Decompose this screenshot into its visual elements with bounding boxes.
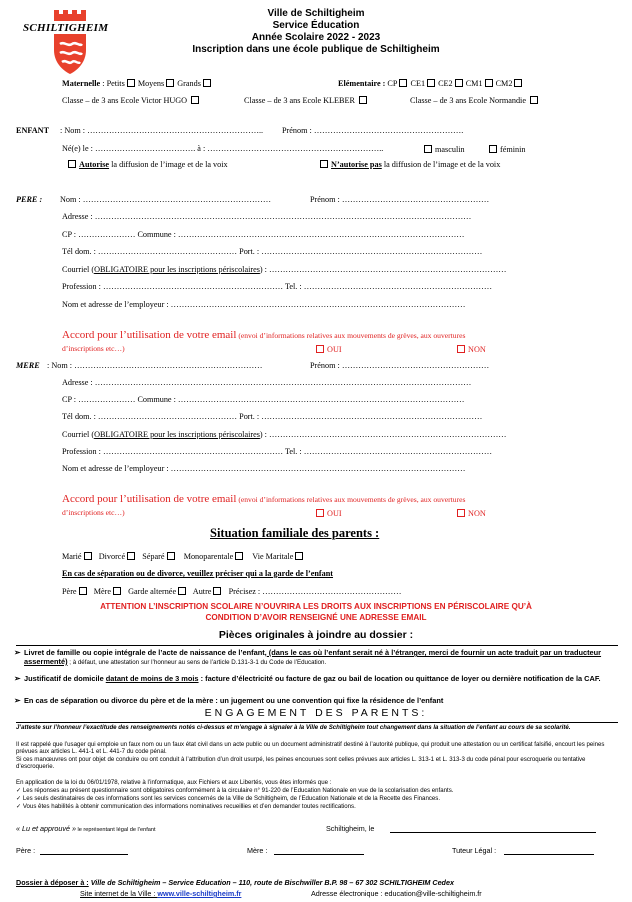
class-hugo[interactable]: Classe – de 3 ans Ecole Victor HUGO bbox=[62, 96, 200, 105]
engagement-title: ENGAGEMENT DES PARENTS: bbox=[204, 707, 428, 719]
footer-site: Site internet de la Ville : www.ville-schiltigheim.fr bbox=[80, 889, 242, 898]
pere-non-option[interactable]: NON bbox=[455, 345, 486, 354]
footer-site-link[interactable]: www.ville-schiltigheim.fr bbox=[157, 889, 242, 898]
class-normandie[interactable]: Classe – de 3 ans Ecole Normandie bbox=[410, 96, 539, 105]
level-ce1[interactable]: CE1 bbox=[410, 79, 436, 88]
mere-courriel-field[interactable]: Courriel (OBLIGATOIRE pour les inscriptions périscolaires) : …………………………………………………………………………… bbox=[62, 430, 507, 439]
level-grands[interactable]: Grands bbox=[177, 79, 212, 88]
attention-line2: CONDITION D’AVOIR RENSEIGNÉ UNE ADRESSE EMAIL bbox=[205, 613, 427, 622]
garde-alternee[interactable]: Garde alternée bbox=[128, 587, 187, 596]
piece-livret: Livret de famille ou copie intégrale de l’acte de naissance de l’enfant, (dans le cas où l’enfant serait né à l’étranger, merci de fournir un acte traduit par un traducteur assermenté) ; à défaut, une attestation sur l’honneur au sens de l’article D.131-3-1 du Code de l’Education. bbox=[24, 648, 602, 666]
pere-courriel-field[interactable]: Courriel (OBLIGATOIRE pour les inscriptions périscolaires) : …………………………………………………………………………… bbox=[62, 265, 507, 274]
level-cp[interactable]: CP bbox=[387, 79, 408, 88]
pere-adresse-field[interactable]: Adresse : ………………………………………………………………………………………………………………………… bbox=[62, 212, 472, 221]
header-city: Ville de Schiltigheim bbox=[267, 8, 365, 19]
signature-date-line[interactable] bbox=[390, 832, 596, 833]
header-year: Année Scolaire 2022 - 2023 bbox=[251, 32, 381, 43]
engagement-check-3: ✓ Vous êtes habilités à obtenir communication des informations nominatives recueillies et d’en demander toutes rectifications. bbox=[16, 803, 356, 810]
checkbox bbox=[166, 79, 174, 87]
situation-vie-maritale[interactable]: Vie Maritale bbox=[252, 552, 304, 561]
mere-cp-field[interactable]: CP : ………………… Commune : …………………………………………………………………………………………… bbox=[62, 395, 465, 404]
class-kleber[interactable]: Classe – de 3 ans Ecole KLEBER bbox=[244, 96, 368, 105]
mere-oui-option[interactable]: OUI bbox=[314, 509, 342, 518]
mere-section-label: MERE bbox=[16, 361, 40, 370]
sexe-feminin[interactable]: féminin bbox=[487, 145, 526, 154]
piece-domicile: Justificatif de domicile datant de moins de 3 mois : facture d’électricité ou facture de gaz ou bail de location ou quittance de loyer ou dernière notification de la CAF. bbox=[24, 674, 601, 683]
maternelle-row: Maternelle : Petits Moyens Grands bbox=[62, 79, 212, 88]
level-petits[interactable]: Petits bbox=[107, 79, 136, 88]
engagement-cnil: En application de la loi du 06/01/1978, relative à l’informatique, aux Fichiers et aux Libertés, vous êtes informés que : bbox=[16, 779, 332, 786]
situation-divorce[interactable]: Divorcé bbox=[99, 552, 136, 561]
pere-oui-option[interactable]: OUI bbox=[314, 345, 342, 354]
engagement-check-2: ✓ Les seuls destinataires de ces informations sont les services concernés de la Ville de Schiltigheim, de l’Education Nationale et de la Recette des Finances. bbox=[16, 795, 441, 802]
engagement-divider bbox=[16, 722, 618, 723]
maternelle-label: Maternelle bbox=[62, 79, 101, 88]
garde-autre[interactable]: Autre bbox=[193, 587, 223, 596]
bullet-arrow-icon: ➢ bbox=[14, 648, 21, 657]
mere-non-option[interactable]: NON bbox=[455, 509, 486, 518]
mere-profession-field[interactable]: Profession : ………………………………………………………… Tel. : …………………………………………………………… bbox=[62, 447, 493, 456]
mere-adresse-field[interactable]: Adresse : ………………………………………………………………………………………………………………………… bbox=[62, 378, 472, 387]
garde-options bbox=[62, 587, 401, 596]
level-cm2[interactable]: CM2 bbox=[496, 79, 524, 88]
enfant-nom-field[interactable]: : Nom : ……………………………………………………….. bbox=[60, 126, 264, 135]
footer-dossier: Dossier à déposer à : Ville de Schiltigheim – Service Education – 110, route de Bischwiller B.P. 98 – 67 302 SCHILTIGHEIM Cedex bbox=[16, 878, 454, 887]
signature-mere-line[interactable] bbox=[274, 854, 364, 855]
mere-employeur-field[interactable]: Nom et adresse de l’employeur : ……………………………………………………………………………………………… bbox=[62, 464, 466, 473]
pere-accord-note2: d’inscriptions etc…) bbox=[62, 344, 125, 353]
pere-employeur-field[interactable]: Nom et adresse de l’employeur : ……………………………………………………………………………………………… bbox=[62, 300, 466, 309]
mere-accord-note2: d’inscriptions etc…) bbox=[62, 508, 125, 517]
pere-tel-field[interactable]: Tél dom. : …………………………………………… Port. : ……………………………………………………………………… bbox=[62, 247, 483, 256]
bullet-arrow-icon: ➢ bbox=[14, 674, 21, 683]
checkmark-icon: ✓ bbox=[16, 787, 22, 794]
pere-section-label: PERE : bbox=[16, 195, 43, 204]
level-ce2[interactable]: CE2 bbox=[438, 79, 464, 88]
autorise-image[interactable]: Autorise la diffusion de l’image et de la voix bbox=[66, 160, 228, 169]
situation-marie[interactable]: Marié bbox=[62, 552, 93, 561]
elementaire-row bbox=[338, 79, 523, 88]
level-cm1[interactable]: CM1 bbox=[466, 79, 494, 88]
engagement-escroquerie: Si ces manœuvres ont pour objet de conduire ou ont conduit à l’attribution d’un droit usurpé, les peines encourues sont celles prévues aux articles L. 313-1 et L. 313-3 du code pénal pour escroquerie ou tentative d’escroquerie. bbox=[16, 756, 586, 771]
bullet-arrow-icon: ➢ bbox=[14, 696, 21, 705]
signature-tuteur-line[interactable] bbox=[504, 854, 594, 855]
pere-nom-field[interactable]: Nom : …………………………………………………………… bbox=[60, 195, 272, 204]
checkmark-icon: ✓ bbox=[16, 795, 22, 802]
situation-title: Situation familiale des parents : bbox=[210, 526, 380, 540]
situation-separe[interactable]: Séparé bbox=[142, 552, 175, 561]
pere-profession-field[interactable]: Profession : ………………………………………………………… Tel. : …………………………………………………………… bbox=[62, 282, 493, 291]
pere-cp-field[interactable]: CP : ………………… Commune : …………………………………………………………………………………………… bbox=[62, 230, 465, 239]
garde-pere[interactable]: Père bbox=[62, 587, 88, 596]
signature-pere-label: Père : bbox=[16, 846, 36, 855]
enfant-naissance-field[interactable]: Né(e) le : ………………………………. à : ……………………………………………………….. bbox=[62, 144, 384, 153]
checkbox bbox=[127, 79, 135, 87]
header-service: Service Éducation bbox=[272, 20, 360, 31]
footer-email: Adresse électronique : education@ville-schiltigheim.fr bbox=[311, 889, 482, 898]
signature-pere-line[interactable] bbox=[40, 854, 128, 855]
nautorise-image[interactable]: N’autorise pas la diffusion de l’image et de la voix bbox=[318, 160, 500, 169]
engagement-faux-nom: Il est rappelé que l’usager qui emploie un faux nom ou un faux état civil dans un acte public ou un document administratif destiné à l’autorité publique, qui produit une attestation ou un certificat falsifié, encourt les peines prévues aux articles L. 441-1 et L. 441-7 du code pénal. bbox=[16, 741, 605, 756]
pieces-title: Pièces originales à joindre au dossier : bbox=[218, 629, 414, 641]
mere-nom-field[interactable]: : Nom : …………………………………………………………… bbox=[47, 361, 263, 370]
enfant-prenom-field[interactable]: Prénom : ………………………………………………. bbox=[282, 126, 464, 135]
situation-monoparentale[interactable]: Monoparentale bbox=[184, 552, 245, 561]
mere-prenom-field[interactable]: Prénom : ……………………………………………… bbox=[310, 361, 490, 370]
sexe-masculin[interactable]: masculin bbox=[422, 145, 465, 154]
separation-note: En cas de séparation ou de divorce, veuillez préciser qui a la garde de l’enfant bbox=[62, 569, 334, 578]
checkmark-icon: ✓ bbox=[16, 803, 22, 810]
checkbox bbox=[203, 79, 211, 87]
signature-ville: Schiltigheim, le bbox=[326, 824, 375, 833]
attention-line1: ATTENTION L’INSCRIPTION SCOLAIRE N’OUVRIRA LES DROITS AUX INSCRIPTIONS EN PÉRISCOLAIRE QU’À bbox=[100, 602, 532, 611]
signature-tuteur-label: Tuteur Légal : bbox=[452, 846, 497, 855]
mere-accord-email: Accord pour l’utilisation de votre email (envoi d’informations relatives aux mouvements de grèves, aux ouvertures bbox=[62, 493, 466, 505]
garde-mere[interactable]: Mère bbox=[94, 587, 122, 596]
pieces-divider bbox=[16, 645, 618, 646]
pere-accord-email: Accord pour l’utilisation de votre email (envoi d’informations relatives aux mouvements de grèves, aux ouvertures bbox=[62, 329, 466, 341]
engagement-check-1: ✓ Les réponses au présent questionnaire sont obligatoires conformément à la circulaire n° 91-220 de l’Education Nationale en vue de la scolarisation des enfants. bbox=[16, 787, 454, 794]
logo-wordmark: SCHILTIGHEIM bbox=[23, 22, 109, 34]
elementaire-label: Elémentaire : bbox=[338, 79, 386, 88]
signature-mere-label: Mère : bbox=[247, 846, 268, 855]
piece-jugement: En cas de séparation ou divorce du père et de la mère : un jugement ou une convention qui fixe la résidence de l’enfant bbox=[24, 696, 444, 705]
lu-approuve: « Lu et approuvé » le représentant légal de l’enfant bbox=[16, 824, 156, 833]
header-subtitle: Inscription dans une école publique de Schiltigheim bbox=[192, 44, 440, 55]
engagement-attestation: J’atteste sur l’honneur l’exactitude des renseignements notés ci-dessus et m’engage à signaler à la Ville de Schiltigheim tout changement dans la situation de l’enfant au cours de sa scolarité. bbox=[16, 724, 571, 731]
level-moyens[interactable]: Moyens bbox=[138, 79, 175, 88]
situation-options bbox=[62, 552, 304, 561]
pere-prenom-field[interactable]: Prénom : ……………………………………………… bbox=[310, 195, 490, 204]
mere-tel-field[interactable]: Tél dom. : …………………………………………… Port. : ……………………………………………………………………… bbox=[62, 412, 483, 421]
garde-precisez-field[interactable]: Précisez : …………………………………………… bbox=[228, 587, 402, 596]
enfant-section-label: ENFANT bbox=[16, 126, 50, 135]
